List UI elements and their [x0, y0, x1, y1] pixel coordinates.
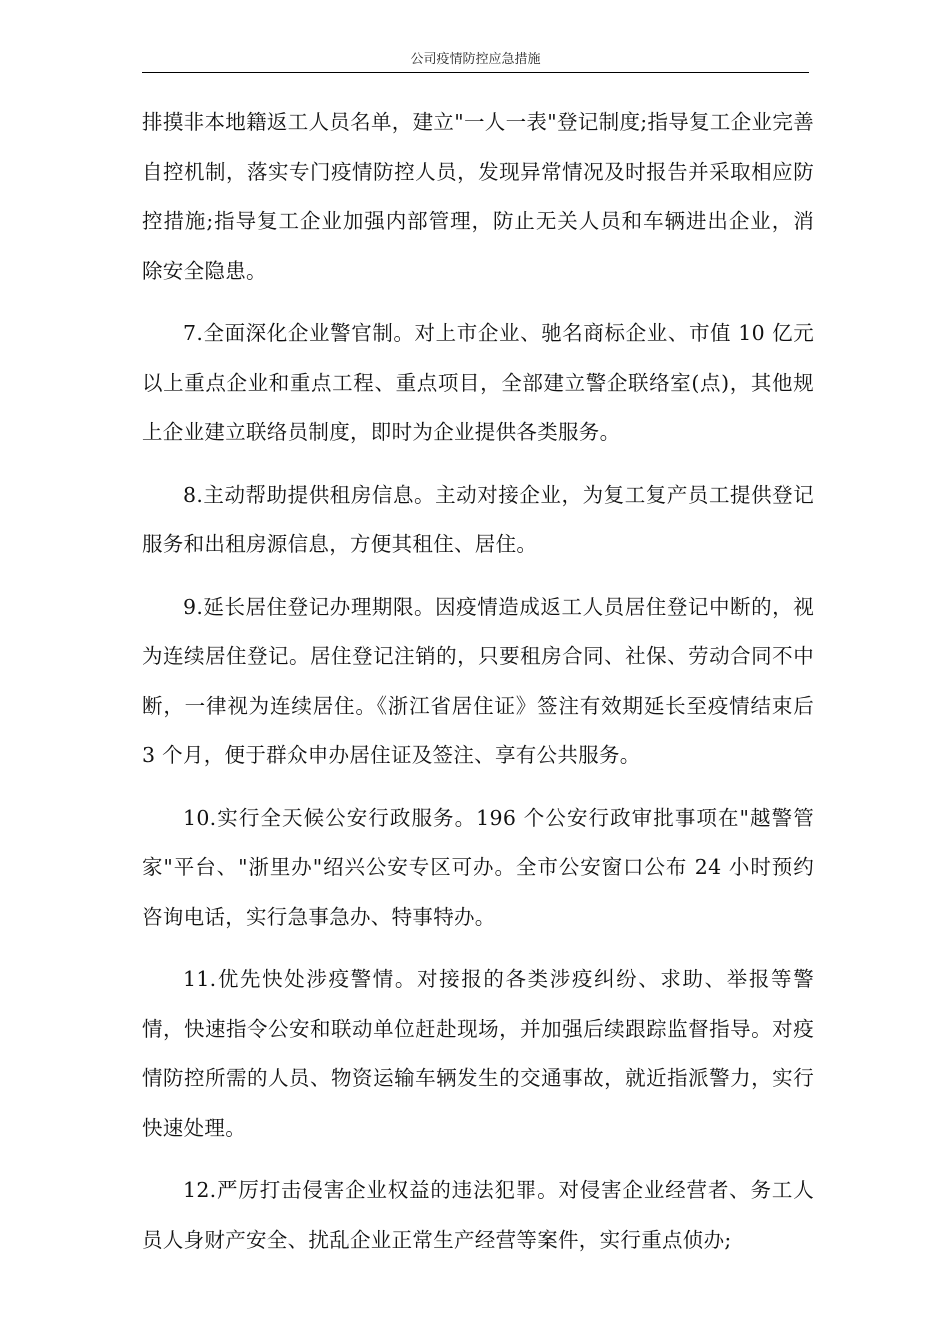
paragraph-item-10: 10.实行全天候公安行政服务。196 个公安行政审批事项在"越警管家"平台、"浙里办"绍兴公安专区可办。全市公安窗口公布 24 小时预约咨询电话，实行急事急办、特事特办。	[142, 805, 814, 929]
document-body	[142, 98, 814, 1278]
paragraph-item-11: 11.优先快处涉疫警情。对接报的各类涉疫纠纷、求助、举报等警情，快速指令公安和联动单位赶赴现场，并加强后续跟踪监督指导。对疫情防控所需的人员、物资运输车辆发生的交通事故，就近指派警力，实行快速处理。	[142, 967, 814, 1140]
header-title: 公司疫情防控应急措施	[410, 52, 541, 67]
paragraph-continuation: 排摸非本地籍返工人员名单，建立"一人一表"登记制度;指导复工企业完善自控机制，落实专门疫情防控人员，发现异常情况及时报告并采取相应防控措施;指导复工企业加强内部管理，防止无关人员和车辆进出企业，消除安全隐患。	[142, 110, 814, 283]
paragraph-item-12: 12.严厉打击侵害企业权益的违法犯罪。对侵害企业经营者、务工人员人身财产安全、扰乱企业正常生产经营等案件，实行重点侦办;	[142, 1178, 814, 1252]
paragraph-item-9: 9.延长居住登记办理期限。因疫情造成返工人员居住登记中断的，视为连续居住登记。居住登记注销的，只要租房合同、社保、劳动合同不中断，一律视为连续居住。《浙江省居住证》签注有效期延长至疫情结束后 3 个月，便于群众申办居住证及签注、享有公共服务。	[142, 594, 814, 767]
page-header	[142, 50, 809, 73]
paragraph-item-7: 7.全面深化企业警官制。对上市企业、驰名商标企业、市值 10 亿元以上重点企业和重点工程、重点项目，全部建立警企联络室(点)，其他规上企业建立联络员制度，即时为企业提供各类服务。	[142, 321, 814, 444]
paragraph-item-8: 8.主动帮助提供租房信息。主动对接企业，为复工复产员工提供登记服务和出租房源信息，方便其租住、居住。	[142, 482, 814, 556]
